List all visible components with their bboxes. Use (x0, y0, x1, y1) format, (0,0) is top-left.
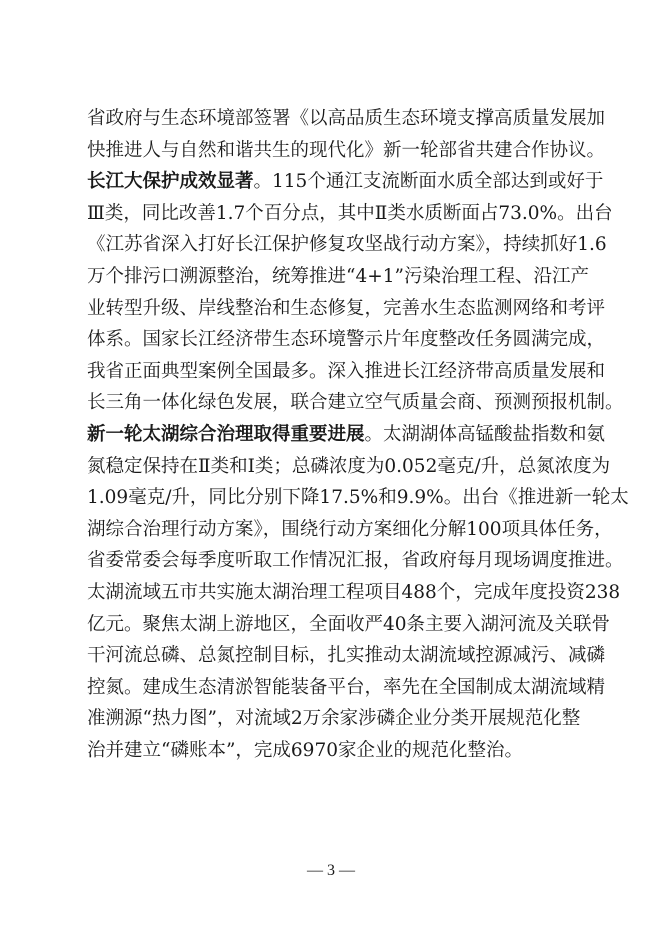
text-line (87, 609, 611, 641)
text-line (87, 198, 613, 230)
text-line (87, 703, 587, 735)
text-line (87, 293, 606, 325)
text-line (87, 419, 606, 451)
bold-heading-text: 长江大保护成效显著 (87, 171, 254, 193)
text-segment: 长三角一体化绿色发展，联合建立空气质量会商、预测预报机制。 (87, 392, 624, 414)
text-line (87, 640, 606, 672)
text-segment: 治并建立“磷账本”，完成6970家企业的规范化整治。 (87, 739, 523, 761)
text-segment: 氮稳定保持在Ⅱ类和Ⅰ类；总磷浓度为0.052毫克/升，总氮浓度为 (87, 455, 611, 477)
text-segment: 控氮。建成生态清淤智能装备平台，率先在全国制成太湖流域精 (87, 676, 606, 698)
text-segment: 亿元。聚焦太湖上游地区，全面收严40条主要入湖河流及关联骨 (87, 613, 611, 635)
text-segment: 干河流总磷、总氮控制目标，扎实推动太湖流域控源减污、减磷 (87, 645, 606, 667)
text-line (87, 545, 624, 577)
text-segment: 《江苏省深入打好长江保护修复攻坚战行动方案》，持续抓好1.6 (87, 234, 607, 256)
text-segment: 业转型升级、岸线整治和生态修复，完善水生态监测网络和考评 (87, 297, 606, 319)
body-text (87, 103, 629, 766)
text-segment: 万个排污口溯源整治，统筹推进“4+1”污染治理工程、沿江产 (87, 265, 589, 287)
text-segment: 。115个通江支流断面水质全部达到或好于 (253, 171, 604, 193)
text-line (87, 166, 604, 198)
text-segment: 1.09毫克/升，同比分别下降17.5%和9.9%。出台《推进新一轮太 (87, 487, 629, 509)
text-segment: 省政府与生态环境部签署《以高品质生态环境支撑高质量发展加 (87, 108, 606, 129)
text-line (87, 135, 606, 167)
text-segment: 湖综合治理行动方案》，围绕行动方案细化分解100项具体任务， (87, 518, 613, 540)
text-line (87, 482, 629, 514)
text-line (87, 672, 606, 704)
page-number: — 3 — (307, 862, 355, 879)
text-segment: 太湖流域五市共实施太湖治理工程项目488个，完成年度投资238 (87, 581, 621, 603)
text-line (87, 356, 606, 388)
text-line (87, 387, 624, 419)
text-line (87, 451, 611, 483)
text-line (87, 514, 613, 546)
text-line (87, 229, 607, 261)
text-line (87, 103, 606, 135)
text-segment: Ⅲ类，同比改善1.7个百分点，其中Ⅱ类水质断面占73.0%。出台 (87, 202, 613, 224)
text-segment: 我省正面典型案例全国最多。深入推进长江经济带高质量发展和 (87, 360, 606, 382)
text-line (87, 324, 606, 356)
bold-heading-text: 新一轮太湖综合治理取得重要进展 (87, 423, 365, 445)
text-line (87, 261, 587, 293)
text-segment: 准溯源“热力图”，对流域2万余家涉磷企业分类开展规范化整 (87, 708, 581, 730)
text-segment: 快推进人与自然和谐共生的现代化》新一轮部省共建合作协议。 (87, 139, 606, 161)
text-segment: 。太湖湖体高锰酸盐指数和氨 (364, 423, 606, 445)
text-segment: 体系。国家长江经济带生态环境警示片年度整改任务圆满完成， (87, 329, 606, 351)
text-segment: 省委常委会每季度听取工作情况汇报，省政府每月现场调度推进。 (87, 550, 624, 572)
text-line (87, 577, 621, 609)
text-line (87, 735, 587, 767)
